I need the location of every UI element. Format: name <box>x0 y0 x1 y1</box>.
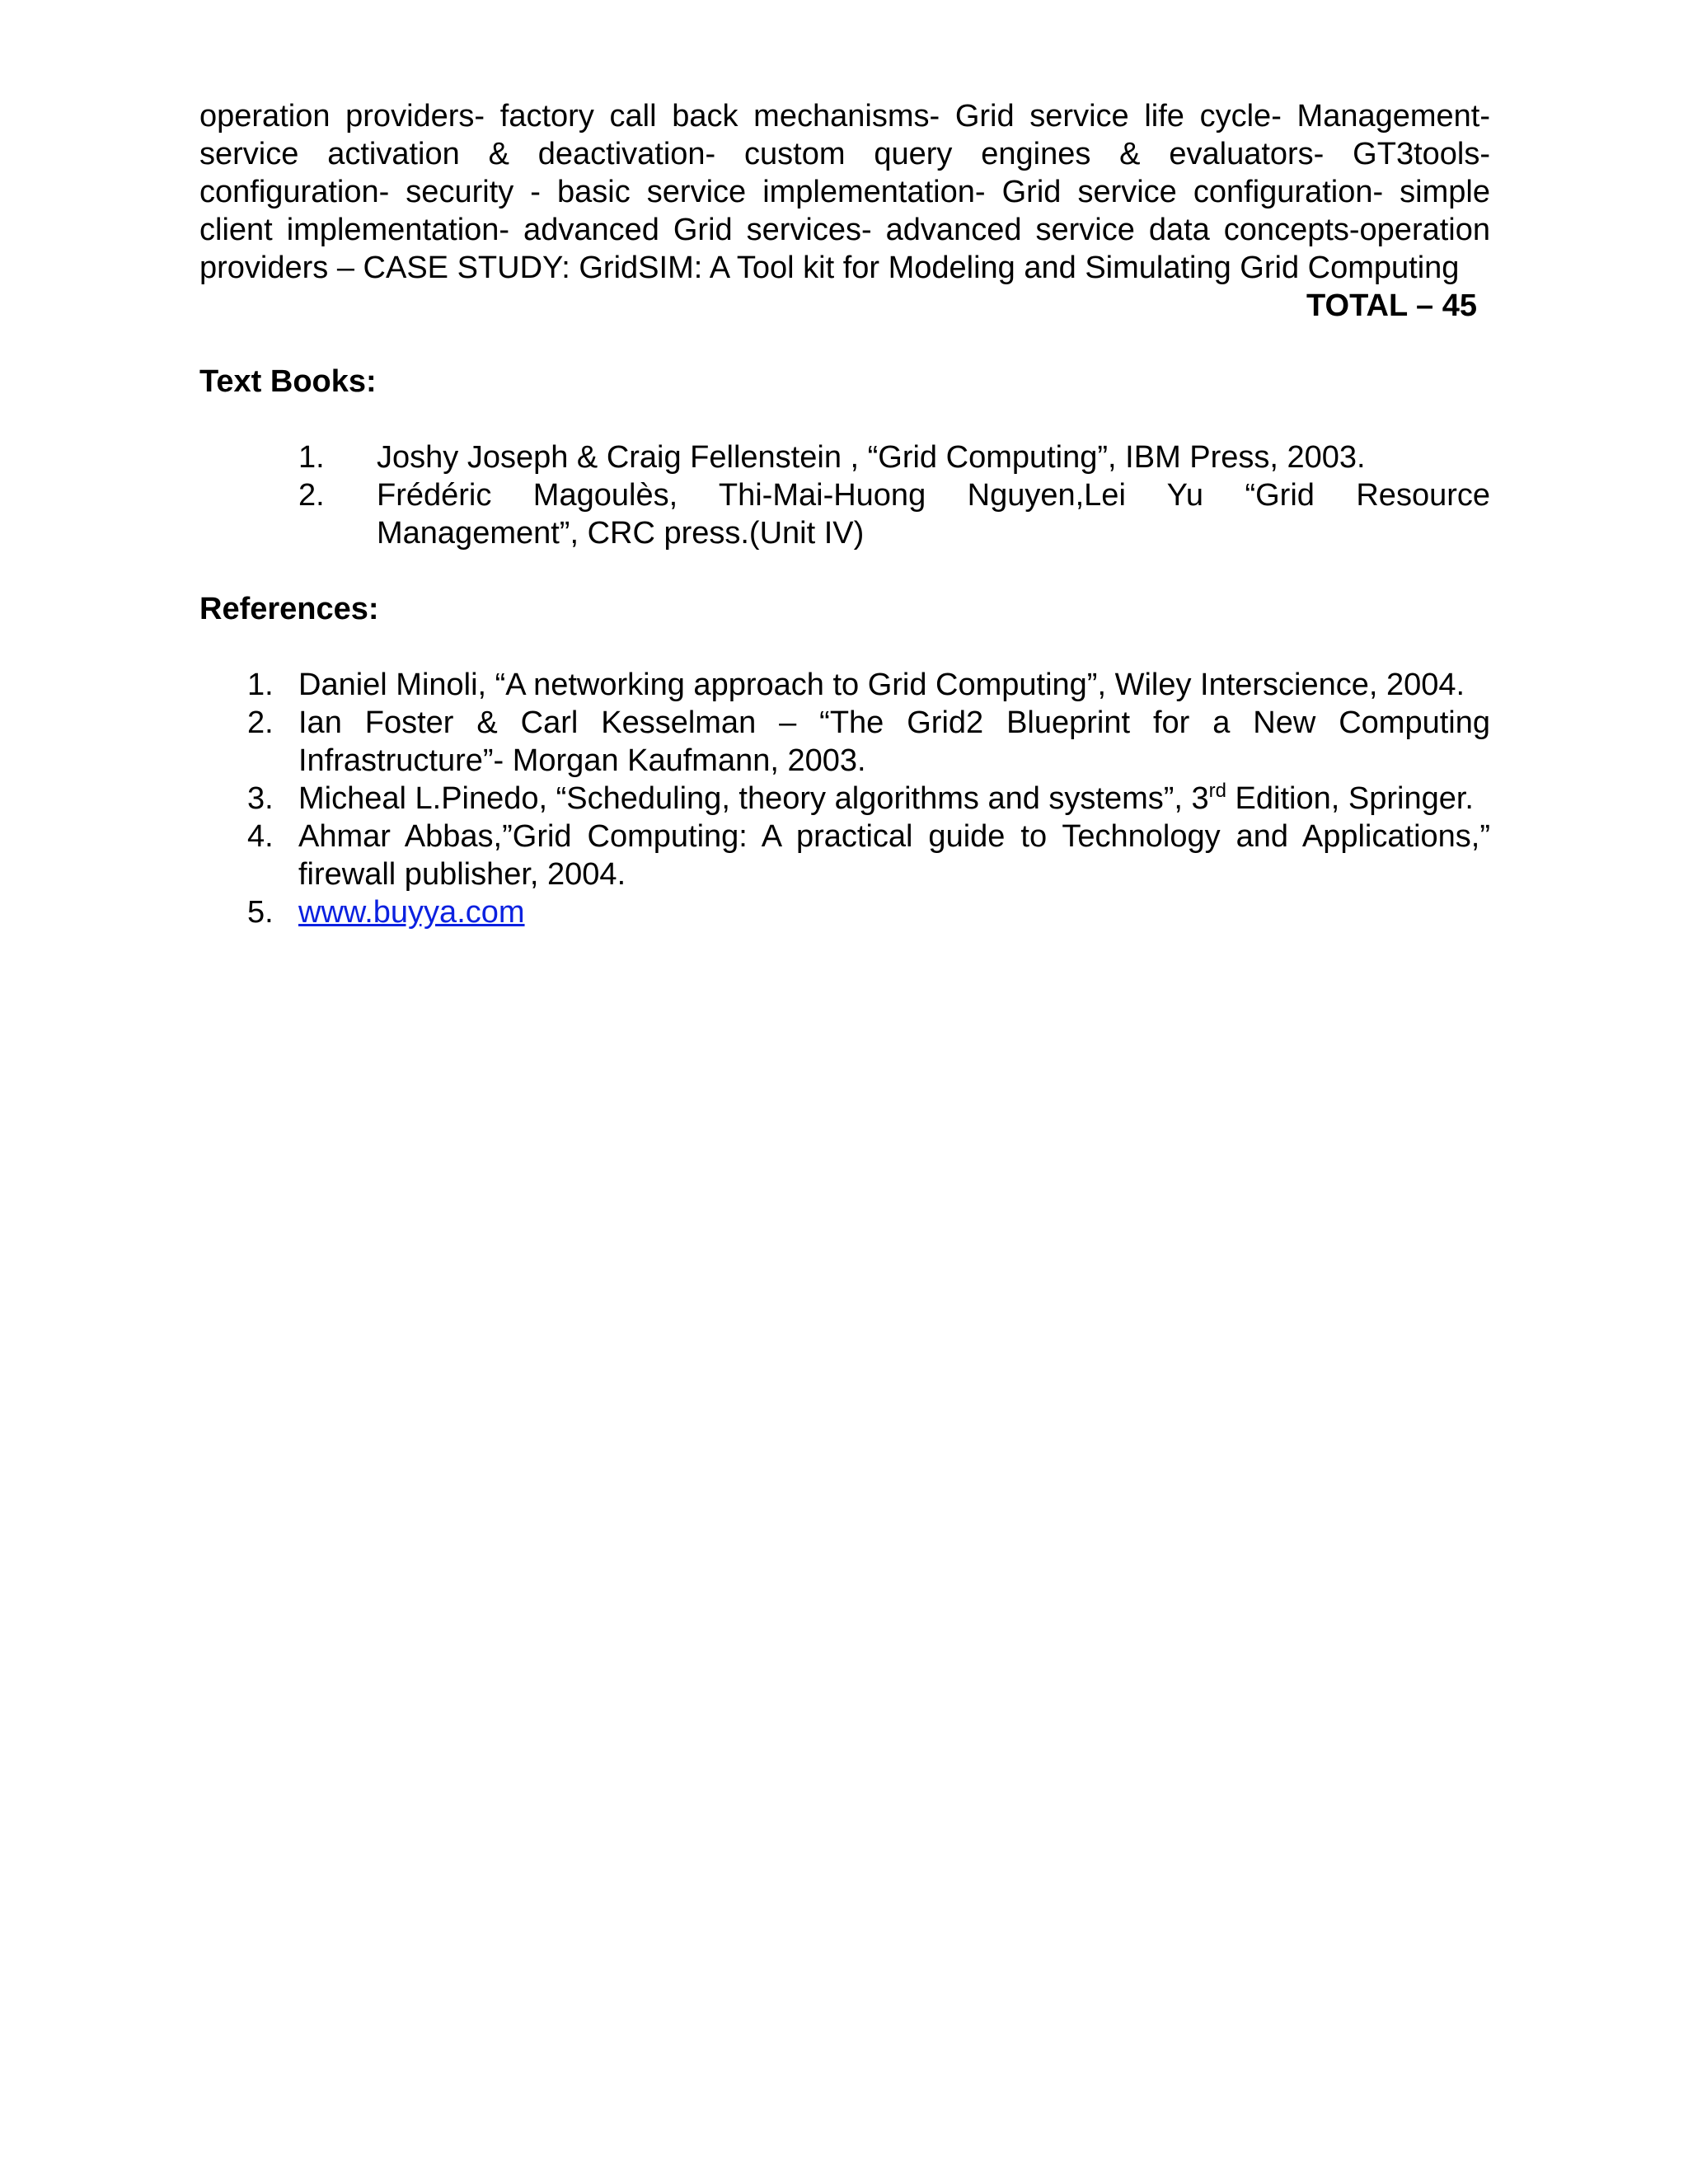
document-page <box>199 97 1490 931</box>
reference-text <box>298 781 1474 816</box>
reference-item <box>199 893 1490 931</box>
text-book-text: Joshy Joseph & Craig Fellenstein , “Grid Computing”, IBM Press, 2003. <box>377 440 1366 475</box>
list-number: 1. <box>298 440 325 475</box>
text-book-item <box>199 476 1490 552</box>
total-hours: TOTAL – 45 <box>1306 288 1477 323</box>
list-number: 1. <box>247 668 274 702</box>
reference-text: Ian Foster & Carl Kesselman – “The Grid2 Blueprint for a New Computing Infrastructure”- Morgan Kaufmann, 2003. <box>298 705 1490 778</box>
text-books-list <box>199 438 1490 552</box>
text-books-heading: Text Books: <box>199 364 377 399</box>
list-number: 2. <box>298 478 325 513</box>
reference-item <box>199 818 1490 893</box>
reference-text: Ahmar Abbas,”Grid Computing: A practical guide to Technology and Applications,” firewall publisher, 2004. <box>298 819 1490 892</box>
reference-text: Daniel Minoli, “A networking approach to Grid Computing”, Wiley Interscience, 2004. <box>298 668 1465 702</box>
reference-item <box>199 666 1490 704</box>
references-list <box>199 666 1490 931</box>
text-book-item <box>199 438 1490 476</box>
syllabus-paragraph: operation providers- factory call back mechanisms- Grid service life cycle- Management- service activation & deactivation- custom query engines & evaluators- GT3tools- configuration- security - basic service implementation- Grid service configuration- simple client implementation- advanced Grid services- advanced service data concepts-operation providers – CASE STUDY: GridSIM: A Tool kit for Modeling and Simulating Grid Computing <box>199 99 1490 285</box>
ordinal-superscript: rd <box>1208 780 1226 802</box>
list-number: 5. <box>247 895 274 930</box>
list-number: 2. <box>247 705 274 740</box>
references-heading: References: <box>199 592 379 626</box>
reference-text-before: Micheal L.Pinedo, “Scheduling, theory algorithms and systems”, 3 <box>298 781 1209 816</box>
website-link[interactable]: www.buyya.com <box>298 895 525 930</box>
reference-text-after: Edition, Springer. <box>1226 781 1474 816</box>
list-number: 4. <box>247 819 274 854</box>
text-book-text: Frédéric Magoulès, Thi-Mai-Huong Nguyen,Lei Yu “Grid Resource Management”, CRC press.(Unit IV) <box>377 478 1490 551</box>
reference-item <box>199 704 1490 780</box>
reference-item <box>199 780 1490 818</box>
list-number: 3. <box>247 781 274 816</box>
